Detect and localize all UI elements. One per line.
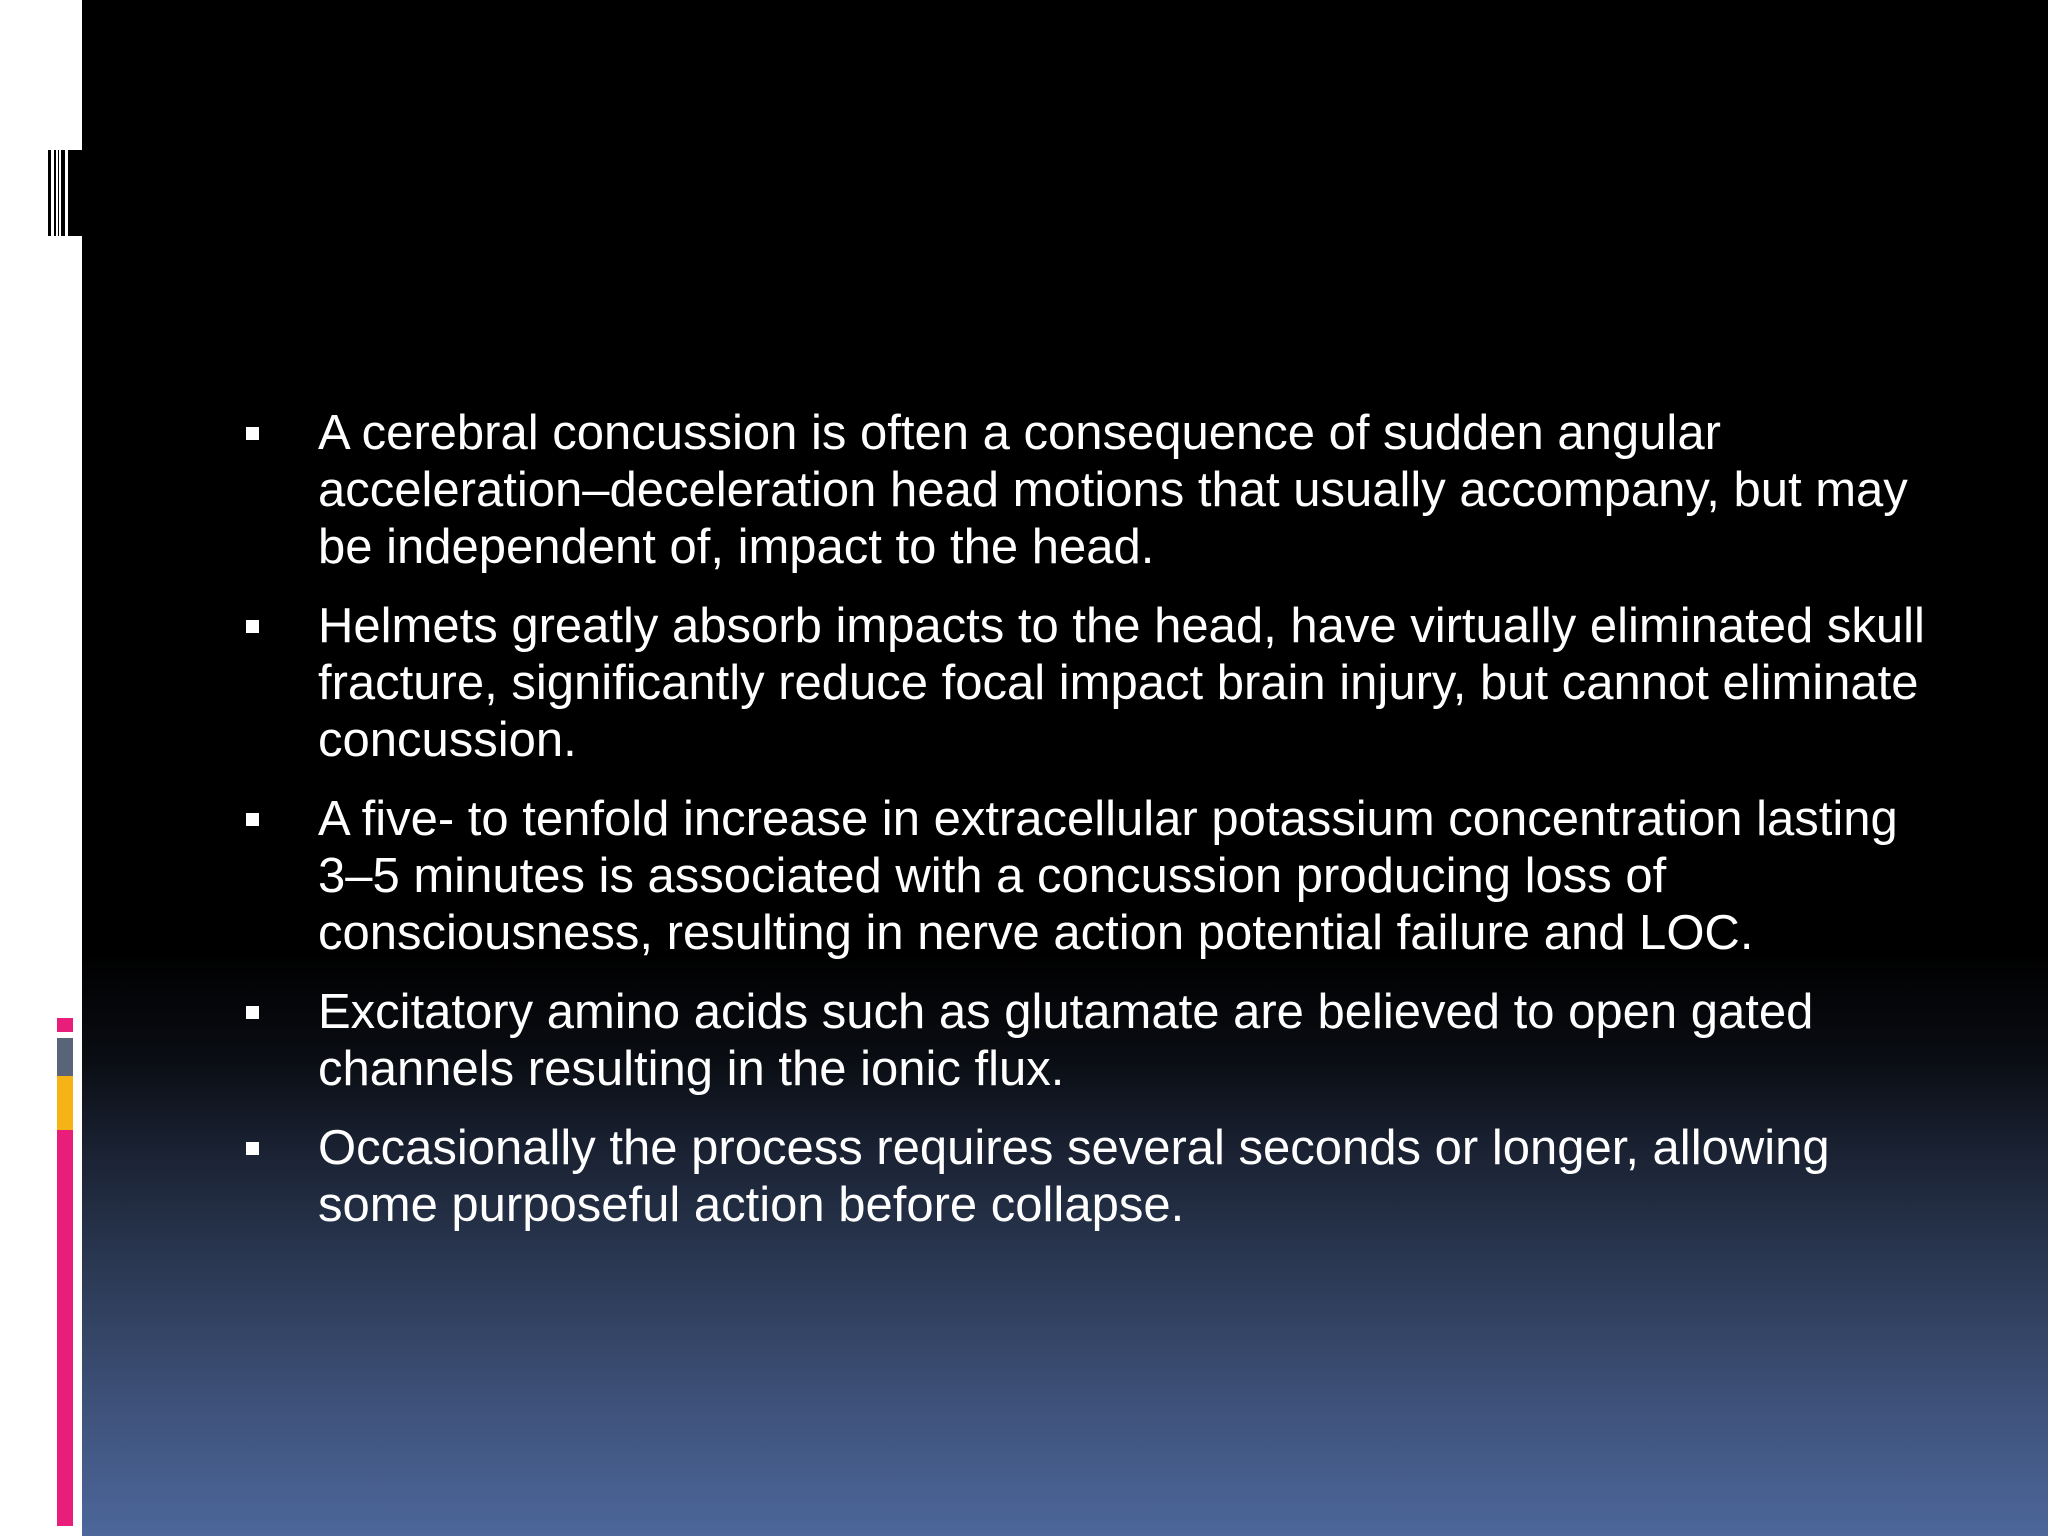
square-bullet-icon: [246, 1142, 259, 1155]
bullet-text: Occasionally the process requires several seconds or longer, allowing some purposeful action before collapse.: [318, 1121, 1830, 1232]
bullet-item: [240, 984, 1940, 1098]
accent-bar-pink-top: [57, 1018, 73, 1032]
square-bullet-icon: [246, 427, 259, 440]
left-strip: [0, 0, 82, 1536]
bullet-item: [240, 405, 1940, 576]
square-bullet-icon: [246, 1006, 259, 1019]
accent-bar-pink: [57, 1130, 73, 1526]
square-bullet-icon: [246, 620, 259, 633]
decorative-stripes: [48, 150, 82, 236]
bullet-item: [240, 598, 1940, 769]
bullet-item: [240, 791, 1940, 962]
slide-body: [240, 405, 1940, 1256]
bullet-text: Excitatory amino acids such as glutamate are believed to open gated channels resulting in the ionic flux.: [318, 985, 1814, 1096]
square-bullet-icon: [246, 813, 259, 826]
bullet-text: Helmets greatly absorb impacts to the head, have virtually eliminated skull fracture, significantly reduce focal impact brain injury, but cannot eliminate concussion.: [318, 599, 1925, 767]
bullet-text: A five- to tenfold increase in extracellular potassium concentration lasting 3–5 minutes is associated with a concussion producing loss of consciousness, resulting in nerve action potential failure and LOC.: [318, 792, 1898, 960]
bullet-item: [240, 1120, 1940, 1234]
bullet-text: A cerebral concussion is often a consequence of sudden angular acceleration–deceleration head motions that usually accompany, but may be independent of, impact to the head.: [318, 406, 1908, 574]
bullet-list: [240, 405, 1940, 1234]
